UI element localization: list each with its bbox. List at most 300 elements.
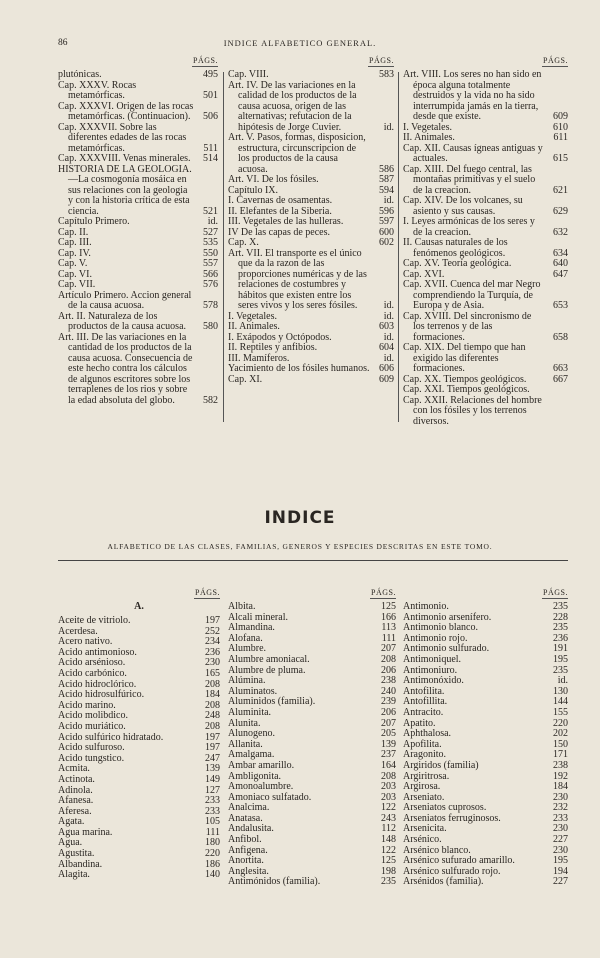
entry-title: Andalusita. [228,823,274,835]
entry-title: Apatito. [403,717,436,729]
entry-page: 206 [381,664,396,676]
entry-title: Cap. XXXV. Rocas metamórficas. [58,79,137,101]
bottom-column-2 [228,588,396,888]
entry-page: 235 [553,622,568,634]
entry-page: 205 [381,728,396,740]
entry-page: 150 [553,738,568,750]
entry-title: Acido antimonioso. [58,646,137,658]
index-entry [58,81,218,102]
entry-page: 130 [553,685,568,697]
entry-page: 195 [553,855,568,867]
column-divider [398,72,399,422]
entry-title: Ambligonita. [228,770,282,782]
entry-page: 647 [553,268,568,280]
entry-page: 122 [381,844,396,856]
entry-title: Acido carbónico. [58,667,127,679]
entry-title: Cap. XIV. De los volcanes, su asiento y sus causas. [403,195,523,217]
entry-title: Anortita. [228,855,264,867]
entry-page: 203 [381,781,396,793]
index-entry [228,375,394,386]
index-entry [58,775,220,786]
entry-page: 235 [553,601,568,612]
entry-page: 220 [205,848,220,860]
top-column-2 [228,56,394,385]
entry-title: Aluminatos. [228,685,278,697]
index-entry [403,877,568,888]
entry-page: 586 [379,163,394,175]
entry-page: 192 [553,770,568,782]
index-entry [403,761,568,772]
entry-page: 105 [205,816,220,828]
entry-page: 667 [553,373,568,385]
entry-title: Cap. VIII. [228,69,269,80]
entry-title: Capítulo IX. [228,184,278,196]
entry-page: 596 [379,205,394,217]
entry-title: Aferesa. [58,805,92,817]
entry-title: Anfigena. [228,844,268,856]
index-entry [228,322,394,333]
entry-page: 606 [379,363,394,374]
index-entry [228,81,394,134]
entry-page: 582 [203,394,218,406]
index-entry [58,669,220,680]
entry-page: 603 [379,321,394,332]
entry-page: 511 [203,142,218,154]
entry-title: Capítulo Primero. [58,216,130,227]
entry-page: 122 [381,802,396,814]
entry-page: 195 [553,653,568,665]
entry-title: Art. VIII. Los seres no han sido en época alguna totalmente destruidos y la vida no ha sido interrumpida jamás en la tierra, desde que existe. [403,69,542,122]
entry-title: Cap. XV. Teoría geológica. [403,258,512,269]
entry-title: Antimonio rojo. [403,632,468,644]
index-title: INDICE [264,508,336,528]
entry-title: II. Elefantes de la Siberia. [228,205,332,217]
entry-page: 632 [553,226,568,238]
entry-page: 252 [205,625,220,637]
entry-page: 125 [381,601,396,612]
index-entry [403,133,568,144]
index-entry [403,217,568,238]
index-entry [228,175,394,186]
entry-title: I. Vegetales. [228,310,277,322]
index-entry [58,870,220,881]
entry-page: 602 [379,237,394,248]
index-entry [58,291,218,312]
entry-title: Cap. XXXVI. Origen de las rocas metamórficas. (Continuacion). [58,100,194,122]
index-entry [403,70,568,123]
entry-page: 236 [205,646,220,658]
column-divider [223,72,224,422]
entry-page: 208 [381,653,396,665]
entry-page: 149 [205,773,220,785]
entry-title: Albandina. [58,858,103,870]
entry-title: Cap. V. [58,258,88,269]
entry-title: Actinota. [58,773,95,785]
entry-title: Antimonio. [403,601,449,612]
entry-title: Amoniaco sulfatado. [228,791,312,803]
index-entry [403,312,568,344]
entry-title: Antimoniuro. [403,664,458,676]
pags-label: PÁGS. [193,56,218,65]
pags-label: PÁGS. [369,56,394,65]
entry-title: Agua. [58,837,83,849]
entry-title: Acido sulfúrico hidratado. [58,731,164,743]
entry-title: Cap. XX. Tiempos geológicos. [403,373,527,385]
entry-page: 514 [203,153,218,164]
entry-page: 197 [205,742,220,754]
entry-page: 194 [553,865,568,877]
entry-page: 527 [203,226,218,238]
entry-page: 634 [553,247,568,259]
entry-title: Acido arsénioso. [58,657,126,669]
index-entry [228,343,394,354]
entry-page: id. [383,300,394,311]
entry-title: Art. III. De las variaciones en la cantidad de los productos de la causa acuosa. Consecuencia de este hecho contra los cálculos de algunos escritores sobre los terraplenes de los rios y sobre la edad absoluta del globo. [58,331,193,406]
index-entry [228,70,394,81]
entry-page: id. [383,195,394,206]
entry-page: 208 [381,770,396,782]
entry-page: 148 [381,834,396,846]
entry-page: 238 [553,759,568,771]
index-entry [58,102,218,123]
entry-page: 247 [205,752,220,764]
entry-page: 186 [205,858,220,870]
index-entry [58,280,218,291]
entry-title: Cap. XVI. [403,268,445,280]
entry-title: Argiritrosa. [403,770,450,782]
entry-title: Arsenicita. [403,823,447,835]
entry-title: Cap. XII. Causas ígneas antiguas y actuales. [403,142,543,164]
entry-title: Alunita. [228,717,261,729]
entry-page: 208 [205,720,220,732]
entry-title: III. Mamíferos. [228,352,290,364]
index-entry [403,238,568,259]
entry-page: 171 [553,749,568,761]
index-entry [58,70,218,81]
entry-title: Cap. XXI. Tiempos geológicos. [403,384,530,395]
index-entry [228,249,394,312]
entry-page: 230 [205,657,220,669]
entry-title: Arseniatos cuprosos. [403,802,487,814]
entry-title: Cap. II. [58,226,89,238]
entry-page: 233 [205,805,220,817]
index-entry [58,217,218,228]
entry-page: 609 [379,373,394,385]
entry-page: 230 [553,791,568,803]
entry-title: Adinola. [58,784,93,796]
running-title: INDICE ALFABETICO GENERAL. [223,38,377,48]
entry-page: 197 [205,731,220,743]
pags-label: PÁGS. [543,56,568,65]
entry-page: 227 [553,876,568,888]
entry-page: 111 [205,826,220,838]
entry-page: 198 [381,865,396,877]
entry-title: I. Exápodos y Octópodos. [228,331,332,343]
entry-page: 228 [553,611,568,623]
entry-page: 206 [381,706,396,718]
entry-title: Acido hidroclórico. [58,678,137,690]
entry-page: 235 [553,664,568,676]
entry-page: 611 [553,132,568,143]
entry-title: Art. VII. El transporte es el único que da la razon de las proporciones numéricas y de las relaciones de costumbres y hábitos que existen entre los seres vivos y los seres fósiles. [228,247,367,311]
entry-page: 621 [553,184,568,196]
entry-page: 220 [553,717,568,729]
entry-title: Agua marina. [58,826,113,838]
entry-page: 184 [553,781,568,793]
entry-title: Antimonio arsenífero. [403,611,492,623]
entry-title: Aluminita. [228,706,272,718]
entry-title: Antimónidos (familia). [228,876,321,888]
entry-page: 557 [203,258,218,269]
entry-page: 207 [381,717,396,729]
entry-page: 576 [203,279,218,290]
index-entry [228,877,396,888]
entry-page: id. [383,121,394,133]
entry-title: Acerdesa. [58,625,98,637]
entry-title: Antofilita. [403,685,445,697]
entry-title: Amonoalumbre. [228,781,294,793]
top-column-1 [58,56,218,406]
entry-title: Acido muriático. [58,720,126,732]
index-entry [58,154,218,165]
entry-page: 155 [553,706,568,718]
entry-page: 235 [381,876,396,888]
index-entry [58,722,220,733]
entry-title: Arseniatos ferruginosos. [403,812,501,824]
entry-title: Analcima. [228,802,270,814]
entry-title: Acido molibdico. [58,710,128,722]
entry-title: II. Reptiles y anfibios. [228,342,318,353]
entry-page: 166 [381,611,396,623]
entry-page: 234 [205,636,220,648]
entry-title: Alumbre de pluma. [228,664,306,676]
entry-title: Acido marino. [58,699,116,711]
entry-page: 184 [205,689,220,701]
entry-page: 227 [553,834,568,846]
entry-title: II. Causas naturales de los fenómenos geológicos. [403,237,508,259]
entry-page: id. [383,352,394,364]
entry-title: Acmita. [58,763,90,775]
entry-title: Acido hidrosulfúrico. [58,689,145,701]
entry-page: id. [557,675,568,687]
entry-title: Cap. XXXVIII. Venas minerales. [58,153,191,164]
entry-page: 506 [203,111,218,122]
entry-title: Agata. [58,816,85,828]
divider-rule [58,560,568,561]
entry-title: Anfibol. [228,834,262,846]
index-entry [403,280,568,312]
entry-title: Allanita. [228,738,263,750]
entry-title: Aragonito. [403,749,447,761]
entry-title: Antimonio blanco. [403,622,478,634]
entry-title: Apofilita. [403,738,442,750]
entry-page: id. [383,331,394,343]
entry-title: Cap. X. [228,237,259,248]
entry-title: Albita. [228,601,256,612]
entry-page: 521 [203,205,218,217]
index-entry [403,655,568,666]
page-number: 86 [58,38,68,48]
entry-title: Alumbre amoniacal. [228,653,310,665]
index-entry [58,165,218,218]
entry-title: Ambar amarillo. [228,759,295,771]
top-column-3 [403,56,568,427]
entry-page: 604 [379,342,394,353]
index-entry [228,217,394,228]
entry-page: 495 [203,69,218,80]
entry-page: 248 [205,710,220,722]
entry-page: 240 [381,685,396,697]
index-entry [58,123,218,155]
pags-label: PÁGS. [195,588,220,597]
entry-title: I. Cavernas de osamentas. [228,195,333,206]
bottom-column-3 [403,588,568,888]
entry-page: 191 [553,643,568,655]
entry-page: 208 [205,678,220,690]
entry-title: Alumbre. [228,643,267,655]
index-entry [403,196,568,217]
entry-title: Agustita. [58,848,95,860]
entry-title: II. Animales. [403,132,455,143]
entry-page: 587 [379,174,394,185]
index-entry [58,312,218,333]
index-entry [228,196,394,207]
entry-title: Antimonóxido. [403,675,464,687]
index-entry [228,602,396,613]
entry-page: id. [383,310,394,322]
entry-page: 629 [553,205,568,217]
index-entry [403,396,568,428]
entry-title: Alcali mineral. [228,611,288,623]
entry-page: 658 [553,331,568,343]
entry-title: Cap. XVII. Cuenca del mar Negro comprendiendo la Turquía, de Europa y de Asia. [403,279,541,311]
entry-title: Arsénico blanco. [403,844,471,856]
entry-title: Antimonio sulfurado. [403,643,490,655]
index-entry [228,655,396,666]
entry-page: 144 [553,696,568,708]
index-entry [403,165,568,197]
section-letter: A. [134,601,144,612]
entry-title: plutónicas. [58,69,102,80]
entry-title: Yacimiento de los fósiles humanos. [228,363,370,374]
entry-title: Arseniato. [403,791,445,803]
page-header [0,38,600,52]
entry-title: Cap. XIX. Del tiempo que han exigido las diferentes formaciones. [403,342,526,374]
entry-page: 597 [379,216,394,227]
index-entry [228,364,394,375]
entry-page: 550 [203,247,218,259]
index-entry [58,238,218,249]
entry-title: Alunogeno. [228,728,275,740]
index-entry [58,333,218,407]
entry-title: II. Animales. [228,321,280,332]
entry-page: 139 [205,763,220,775]
index-entry [228,708,396,719]
entry-title: Almandina. [228,622,275,634]
entry-page: 125 [381,855,396,867]
entry-title: Arsénico sufurado amarillo. [403,855,515,867]
entry-title: Afanesa. [58,795,94,807]
entry-page: 180 [205,837,220,849]
bottom-column-1 [58,588,220,881]
entry-page: 230 [553,823,568,835]
entry-page: 139 [381,738,396,750]
entry-page: 609 [553,111,568,122]
entry-page: 111 [381,632,396,644]
entry-page: 112 [381,823,396,835]
entry-title: Arsénidos (familia). [403,876,484,888]
entry-title: Acido tungstico. [58,752,125,764]
entry-page: 239 [381,696,396,708]
entry-title: Art. IV. De las variaciones en la calidad de los productos de la causa acuosa, origen de las alternativas; refutacion de la hipótesis de Jorge Cuvier. [228,79,357,133]
index-entry [228,761,396,772]
entry-title: Cap. III. [58,237,92,248]
entry-title: Alofana. [228,632,263,644]
entry-page: 207 [381,643,396,655]
entry-title: Antofillita. [403,696,448,708]
index-entry [403,708,568,719]
entry-title: Art. II. Naturaleza de los productos de la causa acuosa. [58,310,187,332]
entry-title: HISTORIA DE LA GEOLOGIA.—La cosmogonía mosáica en sus relaciones con la geologia y con la historia crítica de esta ciencia. [58,163,192,217]
entry-page: 238 [381,675,396,687]
entry-title: III. Vegetales de las hulleras. [228,216,344,227]
index-entry [403,259,568,270]
entry-page: 230 [553,844,568,856]
entry-page: 197 [205,615,220,626]
index-entry [403,343,568,375]
entry-page: 164 [381,759,396,771]
entry-page: 243 [381,812,396,824]
entry-title: Art. V. Pasos, formas, disposicion, estructura, circunscripcion de los productos de la causa acuosa. [228,132,366,175]
entry-title: Antracito. [403,706,444,718]
entry-page: 535 [203,237,218,248]
entry-title: I. Vegetales. [403,121,452,133]
entry-page: 583 [379,69,394,80]
entry-title: Cap. XVIII. Del sincronismo de los terrenos y de las formaciones. [403,310,532,343]
index-entry [228,238,394,249]
entry-page: 640 [553,258,568,269]
pags-label: PÁGS. [543,588,568,597]
entry-title: Acido sulfuroso. [58,742,125,754]
entry-title: Amalgama. [228,749,275,761]
entry-title: Arsénico. [403,834,442,846]
index-entry [58,828,220,839]
entry-title: IV De las capas de peces. [228,226,330,238]
entry-page: 610 [553,121,568,133]
entry-title: Acero nativo. [58,636,113,648]
entry-page: 663 [553,363,568,374]
entry-page: 578 [203,300,218,311]
entry-page: 237 [381,749,396,761]
entry-title: Anatasa. [228,812,263,824]
entry-title: Alúmina. [228,675,266,687]
entry-title: Cap. XIII. Del fuego central, las montañas primitivas y el suelo de la creacion. [403,163,536,196]
entry-title: Cap. XXII. Relaciones del hombre con los fósiles y los terrenos diversos. [403,394,542,427]
entry-title: Cap. IV. [58,247,91,259]
index-entry [58,259,218,270]
entry-page: 580 [203,321,218,332]
entry-title: Cap. VI. [58,268,92,280]
entry-title: Argiridos (familia) [403,759,479,771]
entry-page: 202 [553,728,568,740]
entry-page: 208 [205,699,220,711]
entry-page: 165 [205,667,220,679]
index-entry [403,385,568,396]
entry-title: Cap. XXXVII. Sobre las diferentes edades de las rocas metamórficas. [58,121,187,154]
entry-page: 236 [553,632,568,644]
index-subtitle: ALFABETICO DE LAS CLASES, FAMILIAS, GENEROS Y ESPECIES DESCRITAS EN ESTE TOMO. [107,542,493,551]
entry-page: id. [207,216,218,227]
